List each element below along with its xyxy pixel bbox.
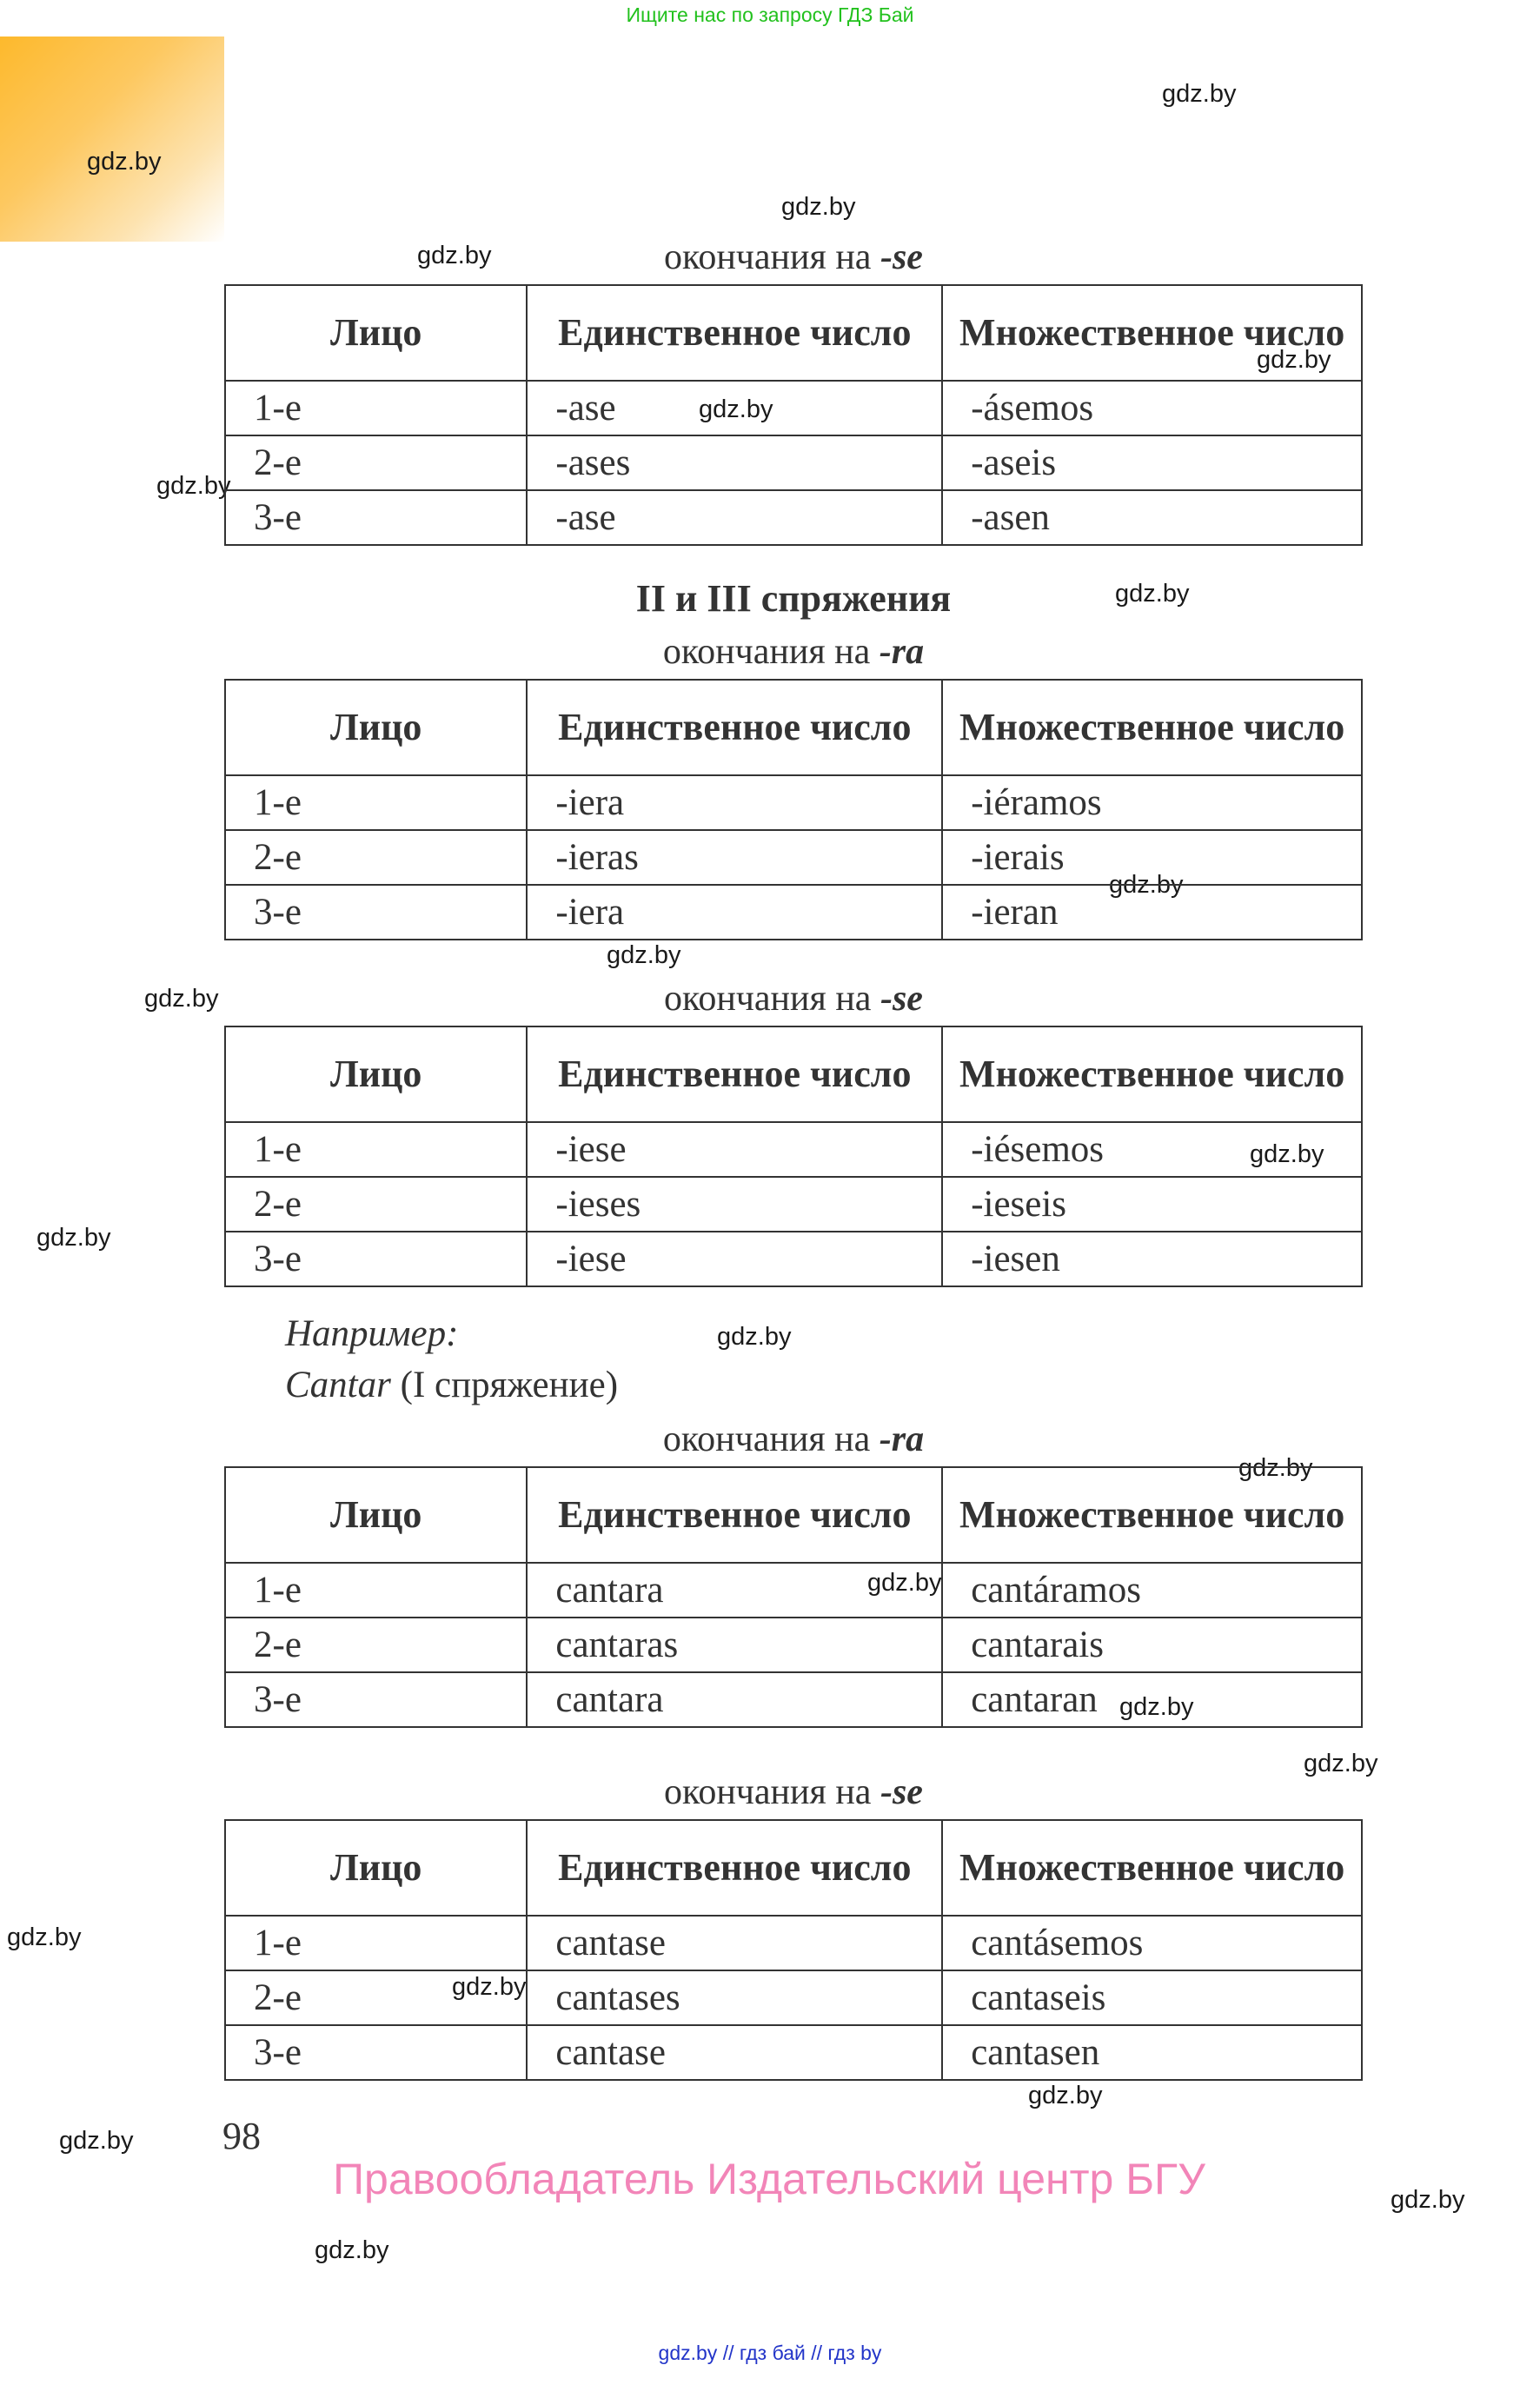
cell-person: 3-е: [225, 1232, 527, 1286]
watermark: gdz.by: [87, 148, 162, 176]
header-plural: Множественное число: [942, 1467, 1362, 1563]
watermark: gdz.by: [315, 2236, 389, 2264]
caption-prefix: окончания на: [664, 1772, 872, 1812]
watermark: gdz.by: [717, 1323, 792, 1351]
cell-singular: -iese: [527, 1122, 942, 1177]
conjugation-table: [224, 1466, 1363, 1728]
section-heading: II и III спряжения: [635, 577, 952, 620]
cell-plural: -ásemos: [942, 381, 1362, 435]
example-label: [285, 1312, 458, 1355]
cell-person: 2-е: [225, 830, 527, 885]
cell-person: 1-е: [225, 1916, 527, 1970]
cell-singular: cantase: [527, 1916, 942, 1970]
cell-plural: cantásemos: [942, 1916, 1362, 1970]
watermark: gdz.by: [1250, 1140, 1324, 1168]
header-person: Лицо: [225, 1026, 527, 1122]
table-row: [225, 1177, 1362, 1232]
cell-singular: -ase: [527, 381, 942, 435]
table-row: [225, 1618, 1362, 1672]
header-person: Лицо: [225, 285, 527, 381]
watermark: gdz.by: [699, 395, 773, 423]
table-row: [225, 2025, 1362, 2080]
cell-singular: cantara: [527, 1672, 942, 1727]
cell-person: 2-е: [225, 1970, 527, 2025]
table-caption: [224, 236, 1363, 278]
cell-person: 3-е: [225, 1672, 527, 1727]
conjugation-table: [224, 284, 1363, 546]
table-row: [225, 1122, 1362, 1177]
cell-singular: cantase: [527, 2025, 942, 2080]
cell-person: 1-е: [225, 381, 527, 435]
watermark: gdz.by: [1119, 1693, 1194, 1721]
table-row: [225, 1916, 1362, 1970]
example-line: Например:: [285, 1313, 459, 1354]
table-header-row: [225, 1820, 1362, 1916]
example-verb-name: Cantar: [285, 1365, 391, 1405]
watermark: gdz.by: [59, 2127, 134, 2155]
cell-plural: cantáramos: [942, 1563, 1362, 1618]
caption-prefix: окончания на: [664, 237, 872, 277]
table-header-row: [225, 1026, 1362, 1122]
table-caption: [224, 1418, 1363, 1460]
cell-person: 3-е: [225, 885, 527, 940]
cell-plural: -ieran: [942, 885, 1362, 940]
cell-person: 3-е: [225, 490, 527, 545]
cell-plural: -asen: [942, 490, 1362, 545]
caption-suffix: -ra: [879, 1419, 925, 1459]
page-number: 98: [222, 2115, 261, 2157]
watermark: gdz.by: [1162, 80, 1237, 108]
table-header-row: [225, 680, 1362, 775]
watermark: gdz.by: [1257, 346, 1331, 374]
table-header-row: [225, 1467, 1362, 1563]
watermark: gdz.by: [1391, 2186, 1465, 2214]
cell-person: 2-е: [225, 1177, 527, 1232]
header-singular: Единственное число: [527, 285, 942, 381]
watermark: gdz.by: [156, 472, 231, 500]
example-verb: [285, 1364, 618, 1406]
cell-plural: cantaran: [942, 1672, 1362, 1727]
cell-plural: cantaseis: [942, 1970, 1362, 2025]
header-plural: Множественное число: [942, 1026, 1362, 1122]
cell-singular: -ase: [527, 490, 942, 545]
cell-singular: -ases: [527, 435, 942, 490]
cell-singular: cantaras: [527, 1618, 942, 1672]
cell-singular: -iese: [527, 1232, 942, 1286]
watermark: gdz.by: [607, 941, 681, 969]
header-plural: Множественное число: [942, 680, 1362, 775]
cell-person: 1-е: [225, 775, 527, 830]
cell-plural: cantasen: [942, 2025, 1362, 2080]
caption-prefix: окончания на: [664, 979, 872, 1019]
cell-plural: -ieseis: [942, 1177, 1362, 1232]
table-row: [225, 435, 1362, 490]
table-row: [225, 885, 1362, 940]
table-row: [225, 1232, 1362, 1286]
watermark: gdz.by: [1115, 580, 1190, 608]
header-person: Лицо: [225, 1467, 527, 1563]
caption-suffix: -se: [880, 237, 923, 277]
example-verb-note: (I спряжение): [400, 1365, 619, 1405]
watermark: gdz.by: [144, 985, 219, 1013]
watermark: gdz.by: [1109, 871, 1184, 899]
conjugation-table: [224, 679, 1363, 940]
table-header-row: [225, 285, 1362, 381]
cell-singular: -ieras: [527, 830, 942, 885]
caption-suffix: -se: [880, 1772, 923, 1812]
table-caption: [224, 978, 1363, 1020]
top-notice: Ищите нас по запросу ГДЗ Бай: [626, 3, 914, 26]
caption-prefix: окончания на: [662, 632, 871, 672]
footer-links[interactable]: gdz.by // гдз бай // гдз by: [658, 2342, 882, 2364]
watermark: gdz.by: [781, 193, 856, 221]
cell-singular: cantara: [527, 1563, 942, 1618]
table-row: [225, 1563, 1362, 1618]
table-row: [225, 490, 1362, 545]
cell-plural: -aseis: [942, 435, 1362, 490]
cell-person: 3-е: [225, 2025, 527, 2080]
header-person: Лицо: [225, 1820, 527, 1916]
header-plural: Множественное число: [942, 1820, 1362, 1916]
header-singular: Единственное число: [527, 1820, 942, 1916]
watermark: gdz.by: [452, 1973, 527, 2001]
cell-plural: -iesen: [942, 1232, 1362, 1286]
cell-singular: -iera: [527, 775, 942, 830]
watermark: gdz.by: [1238, 1454, 1313, 1482]
cell-person: 1-е: [225, 1122, 527, 1177]
header-person: Лицо: [225, 680, 527, 775]
watermark: gdz.by: [417, 242, 492, 269]
cell-plural: cantarais: [942, 1618, 1362, 1672]
conjugation-table: [224, 1026, 1363, 1287]
cell-person: 2-е: [225, 435, 527, 490]
table-row: [225, 1672, 1362, 1727]
watermark: gdz.by: [7, 1923, 82, 1951]
cell-person: 2-е: [225, 1618, 527, 1672]
caption-suffix: -se: [880, 979, 923, 1019]
watermark: gdz.by: [37, 1224, 111, 1252]
cell-singular: -ieses: [527, 1177, 942, 1232]
header-singular: Единственное число: [527, 1467, 942, 1563]
table-row: [225, 1970, 1362, 2025]
cell-singular: cantases: [527, 1970, 942, 2025]
copyright-notice: Правообладатель Издательский центр БГУ: [333, 2155, 1205, 2203]
header-singular: Единственное число: [527, 1026, 942, 1122]
caption-suffix: -ra: [879, 632, 925, 672]
cell-singular: -iera: [527, 885, 942, 940]
header-singular: Единственное число: [527, 680, 942, 775]
cell-plural: -ierais: [942, 830, 1362, 885]
watermark: gdz.by: [1304, 1750, 1378, 1777]
watermark: gdz.by: [1028, 2082, 1103, 2109]
caption-prefix: окончания на: [662, 1419, 871, 1459]
cell-plural: -iéramos: [942, 775, 1362, 830]
header-plural: Множественное число: [942, 285, 1362, 381]
watermark: gdz.by: [867, 1569, 942, 1597]
conjugation-table: [224, 1819, 1363, 2081]
table-row: [225, 830, 1362, 885]
corner-decoration: [0, 37, 224, 242]
table-row: [225, 381, 1362, 435]
table-caption: [224, 1771, 1363, 1813]
table-caption: [224, 631, 1363, 673]
cell-plural: -iésemos: [942, 1122, 1362, 1177]
table-row: [225, 775, 1362, 830]
cell-person: 1-е: [225, 1563, 527, 1618]
